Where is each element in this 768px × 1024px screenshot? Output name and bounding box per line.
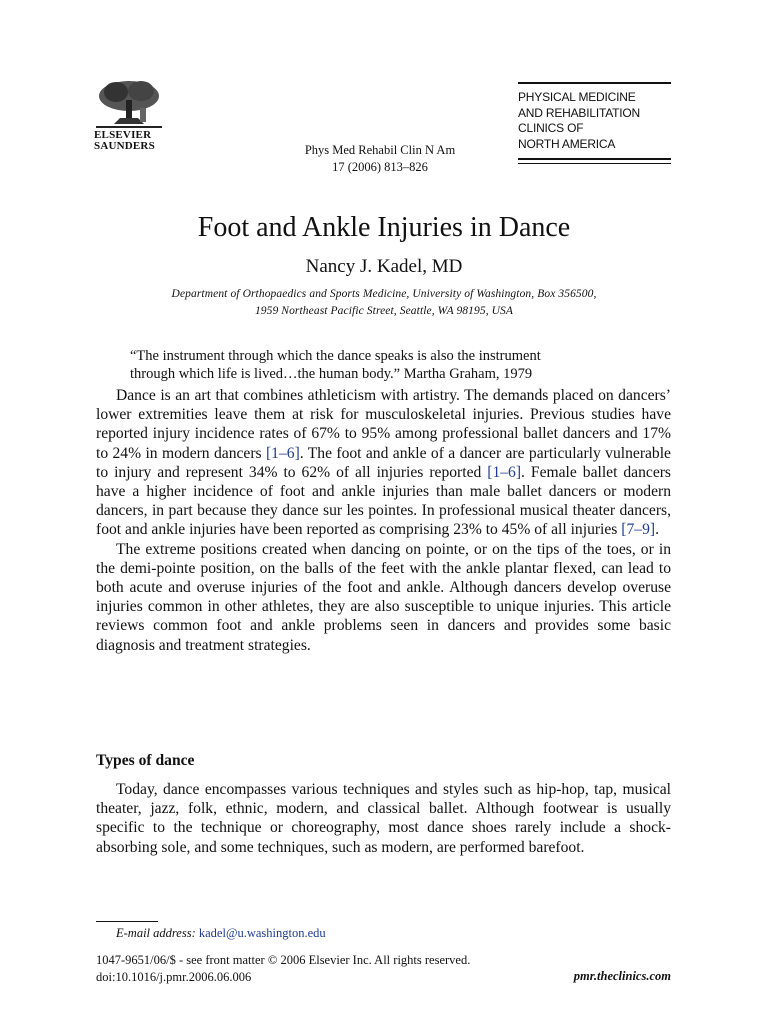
affiliation-line: 1959 Northeast Pacific Street, Seattle, WA 98195, USA <box>254 305 514 317</box>
article-body-section <box>96 780 671 857</box>
article-title: Foot and Ankle Injuries in Dance <box>197 212 571 243</box>
paragraph-text: . Female ballet dancers have a higher incidence of foot and ankle injuries than male ballet dancers or modern dancers, in part because they dance sur les pointes. In professional musical theater dancers, foot and ankle injuries have been reported as comprising 23% to 45% of all injuries <box>96 463 671 539</box>
affiliation-line: Department of Orthopaedics and Sports Medicine, University of Washington, Box 356500, <box>171 288 597 300</box>
journal-abbrev: Phys Med Rehabil Clin N Am <box>304 143 456 157</box>
copyright-line: 1047-9651/06/$ - see front matter © 2006 Elsevier Inc. All rights reserved. <box>96 953 471 967</box>
body-paragraph: The extreme positions created when dancing on pointe, or on the tips of the toes, or in the demi-pointe position, on the balls of the feet with the ankle plantar flexed, can lead to both acute and overuse injuries of the foot and ankle. Although dancers develop overuse injuries common in other athletes, they are also susceptible to unique injuries. This article reviews common foot and ankle problems seen in dancers and provides some basic diagnosis and treatment strategies. <box>96 540 671 654</box>
journal-name <box>518 84 671 158</box>
email-label: E-mail address: <box>116 926 196 940</box>
publisher-name: ELSEVIER <box>94 129 152 141</box>
citation-link[interactable]: [7–9] <box>621 521 656 539</box>
paragraph-text: . The foot and ankle of a dancer are particularly vulnerable to injury and represent 34% to 62% of all injuries reported <box>96 444 671 481</box>
journal-name-line: CLINICS OF <box>518 121 584 135</box>
journal-volume: 17 (2006) 813–826 <box>332 160 428 174</box>
email-link[interactable]: kadel@u.washington.edu <box>198 926 326 940</box>
body-paragraph: Today, dance encompasses various techniques and styles such as hip-hop, tap, musical theater, jazz, folk, ethnic, modern, and classical ballet. Although footwear is usually specific to the technique or choreography, most dance shoes rarely include a shock-absorbing sole, and some techniques, such as modern, are performed barefoot. <box>96 781 671 856</box>
body-paragraph <box>96 386 671 540</box>
citation-link[interactable]: [1–6] <box>487 463 522 481</box>
author-email <box>116 926 326 941</box>
publisher-imprint: SAUNDERS <box>94 140 155 152</box>
copyright-block <box>96 952 470 986</box>
epigraph <box>130 347 650 383</box>
journal-citation <box>270 142 490 176</box>
article-body-intro <box>96 386 671 655</box>
doi-line: doi:10.1016/j.pmr.2006.06.006 <box>96 970 252 984</box>
paragraph-text: . <box>655 521 659 539</box>
journal-bottom-rule-thin <box>518 163 671 164</box>
citation-link[interactable]: [1–6] <box>265 444 300 462</box>
author-affiliation <box>96 286 672 320</box>
paragraph-text: Dance is an art that combines athleticism with artistry. The demands placed on dancers’ lower extremities leave them at risk for musculoskeletal injuries. Previous studies have reported injury incidence rates of 67% to 95% among professional ballet dancers and 17% to 24% in modern dancers <box>96 387 671 462</box>
footnote-rule <box>96 921 158 922</box>
journal-name-line: AND REHABILITATION <box>518 105 640 120</box>
journal-website[interactable]: pmr.theclinics.com <box>573 969 671 983</box>
article-author: Nancy J. Kadel, MD <box>305 256 463 277</box>
epigraph-line: through which life is lived…the human body.” Martha Graham, 1979 <box>130 366 533 382</box>
journal-name-line: NORTH AMERICA <box>518 136 616 151</box>
epigraph-line: “The instrument through which the dance speaks is also the instrument <box>130 348 541 364</box>
section-heading: Types of dance <box>96 752 195 769</box>
publisher-logo <box>94 78 176 152</box>
journal-name-box <box>518 82 671 164</box>
elsevier-tree-logo-icon <box>94 78 164 130</box>
journal-name-line: PHYSICAL MEDICINE <box>518 90 636 104</box>
